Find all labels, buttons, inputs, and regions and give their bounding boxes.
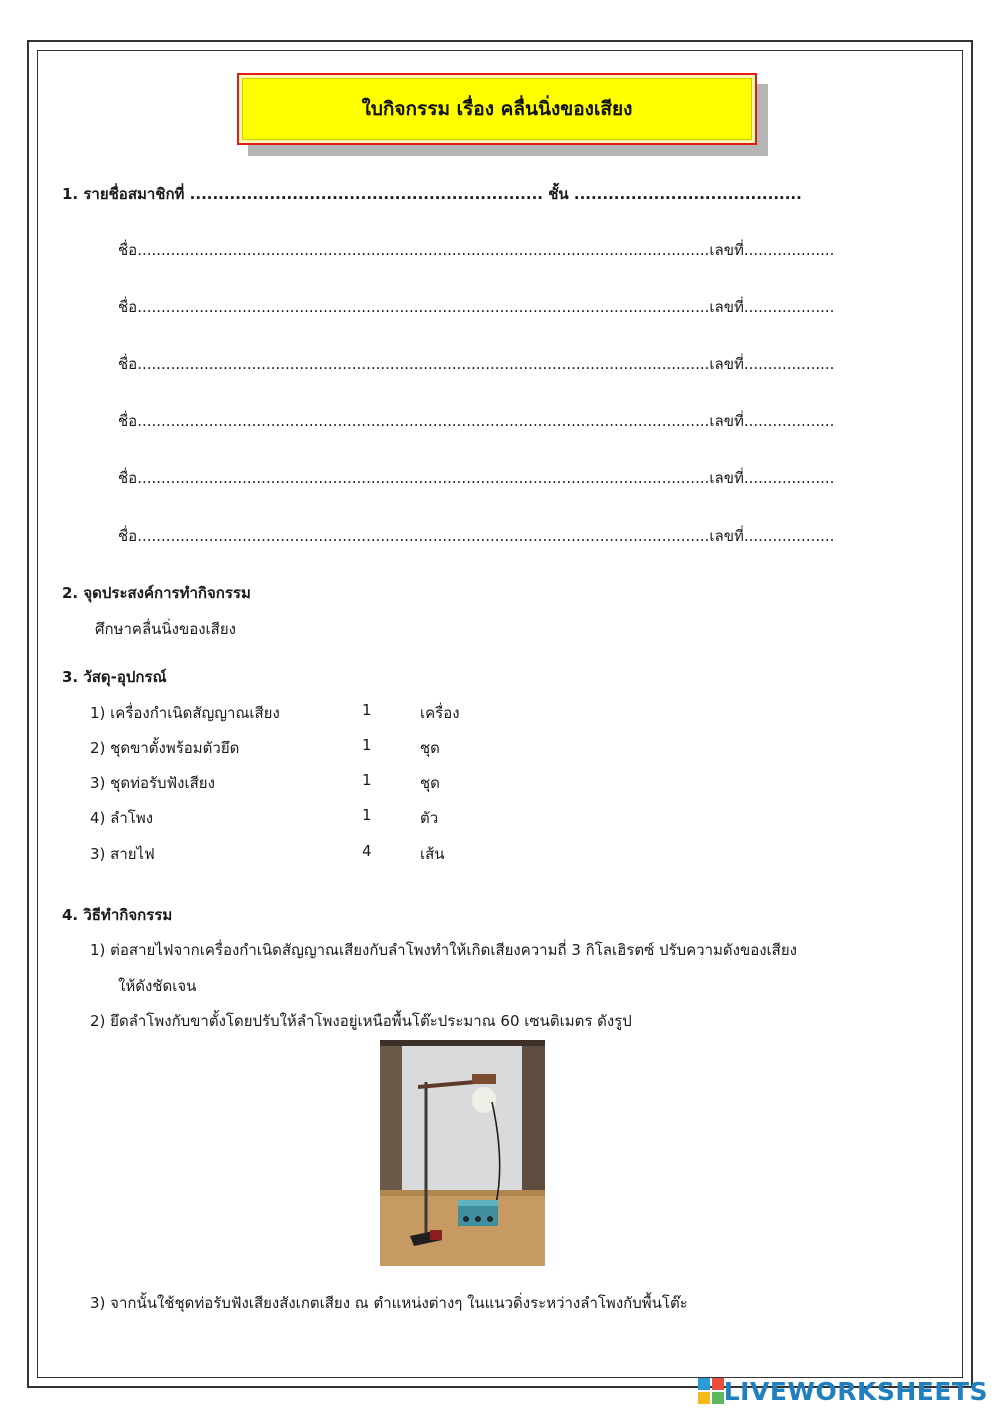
procedure-heading: 4. วิธีทำกิจกรรม xyxy=(62,906,173,924)
number-field[interactable]: ................... xyxy=(743,527,835,545)
material-name: 4) ลำโพง xyxy=(90,809,154,827)
material-qty: 4 xyxy=(362,842,372,860)
number-label: เลขที่ xyxy=(709,527,744,545)
procedure-step-3: 3) จากนั้นใช้ชุดท่อรับฟังเสียงสังเกตเสียง ณ ตำแหน่งต่างๆ ในแนวดิ่งระหว่างลำโพงกับพื้นโต๊ะ xyxy=(90,1294,688,1312)
class-dots[interactable]: ........................................ xyxy=(573,185,802,203)
name-label: ชื่อ xyxy=(118,469,138,487)
material-name: 1) เครื่องกำเนิดสัญญาณเสียง xyxy=(90,704,280,722)
apparatus-photo xyxy=(380,1040,545,1266)
material-qty: 1 xyxy=(362,701,372,719)
number-label: เลขที่ xyxy=(709,412,744,430)
number-field[interactable]: ................... xyxy=(743,469,835,487)
name-field[interactable]: ........................................................................................................................ xyxy=(137,241,710,259)
apparatus-illustration xyxy=(380,1040,545,1266)
liveworksheets-logo xyxy=(698,1374,988,1408)
procedure-step-2: 2) ยึดลำโพงกับขาตั้งโดยปรับให้ลำโพงอยู่เหนือพื้นโต๊ะประมาณ 60 เซนติเมตร ดังรูป xyxy=(90,1012,632,1030)
members-line xyxy=(62,182,802,206)
material-name: 3) ชุดท่อรับฟังเสียง xyxy=(90,774,215,792)
objective-heading: 2. จุดประสงค์การทำกิจกรรม xyxy=(62,584,251,602)
name-field[interactable]: ........................................................................................................................ xyxy=(137,469,710,487)
number-field[interactable]: ................... xyxy=(743,241,835,259)
number-label: เลขที่ xyxy=(709,469,744,487)
name-label: ชื่อ xyxy=(118,527,138,545)
member-row xyxy=(118,409,835,433)
name-label: ชื่อ xyxy=(118,412,138,430)
member-row xyxy=(118,466,835,490)
number-field[interactable]: ................... xyxy=(743,298,835,316)
name-field[interactable]: ........................................................................................................................ xyxy=(137,527,710,545)
material-unit: ชุด xyxy=(420,739,440,757)
member-row xyxy=(118,295,835,319)
name-field[interactable]: ........................................................................................................................ xyxy=(137,355,710,373)
name-field[interactable]: ........................................................................................................................ xyxy=(137,412,710,430)
logo-blocks-icon xyxy=(698,1378,724,1404)
member-row xyxy=(118,524,835,548)
name-label: ชื่อ xyxy=(118,298,138,316)
number-field[interactable]: ................... xyxy=(743,355,835,373)
material-unit: เครื่อง xyxy=(420,704,460,722)
number-label: เลขที่ xyxy=(709,355,744,373)
name-field[interactable]: ........................................................................................................................ xyxy=(137,298,710,316)
title-banner xyxy=(237,73,757,145)
members-label: 1. รายชื่อสมาชิกที่ xyxy=(62,185,185,203)
material-name: 2) ชุดขาตั้งพร้อมตัวยึด xyxy=(90,739,240,757)
name-label: ชื่อ xyxy=(118,355,138,373)
class-label: ชั้น xyxy=(548,185,569,203)
procedure-step-1: 1) ต่อสายไฟจากเครื่องกำเนิดสัญญาณเสียงกับลำโพงทำให้เกิดเสียงความถี่ 3 กิโลเฮิรตซ์ ปรับความดังของเสียง xyxy=(90,941,797,959)
objective-text: ศึกษาคลื่นนิ่งของเสียง xyxy=(95,620,236,638)
material-qty: 1 xyxy=(362,736,372,754)
procedure-step-1-continued: ให้ดังชัดเจน xyxy=(118,977,197,995)
materials-heading: 3. วัสดุ-อุปกรณ์ xyxy=(62,668,167,686)
material-qty: 1 xyxy=(362,771,372,789)
number-label: เลขที่ xyxy=(709,241,744,259)
watermark-text: LIVEWORKSHEETS xyxy=(723,1376,988,1406)
member-row xyxy=(118,352,835,376)
material-qty: 1 xyxy=(362,806,372,824)
members-dots[interactable]: .............................................................. xyxy=(189,185,543,203)
number-label: เลขที่ xyxy=(709,298,744,316)
number-field[interactable]: ................... xyxy=(743,412,835,430)
material-unit: เส้น xyxy=(420,845,445,863)
page-title: ใบกิจกรรม เรื่อง คลื่นนิ่งของเสียง xyxy=(361,98,633,120)
material-unit: ชุด xyxy=(420,774,440,792)
material-unit: ตัว xyxy=(420,809,439,827)
member-row xyxy=(118,238,835,262)
name-label: ชื่อ xyxy=(118,241,138,259)
material-name: 3) สายไฟ xyxy=(90,845,155,863)
